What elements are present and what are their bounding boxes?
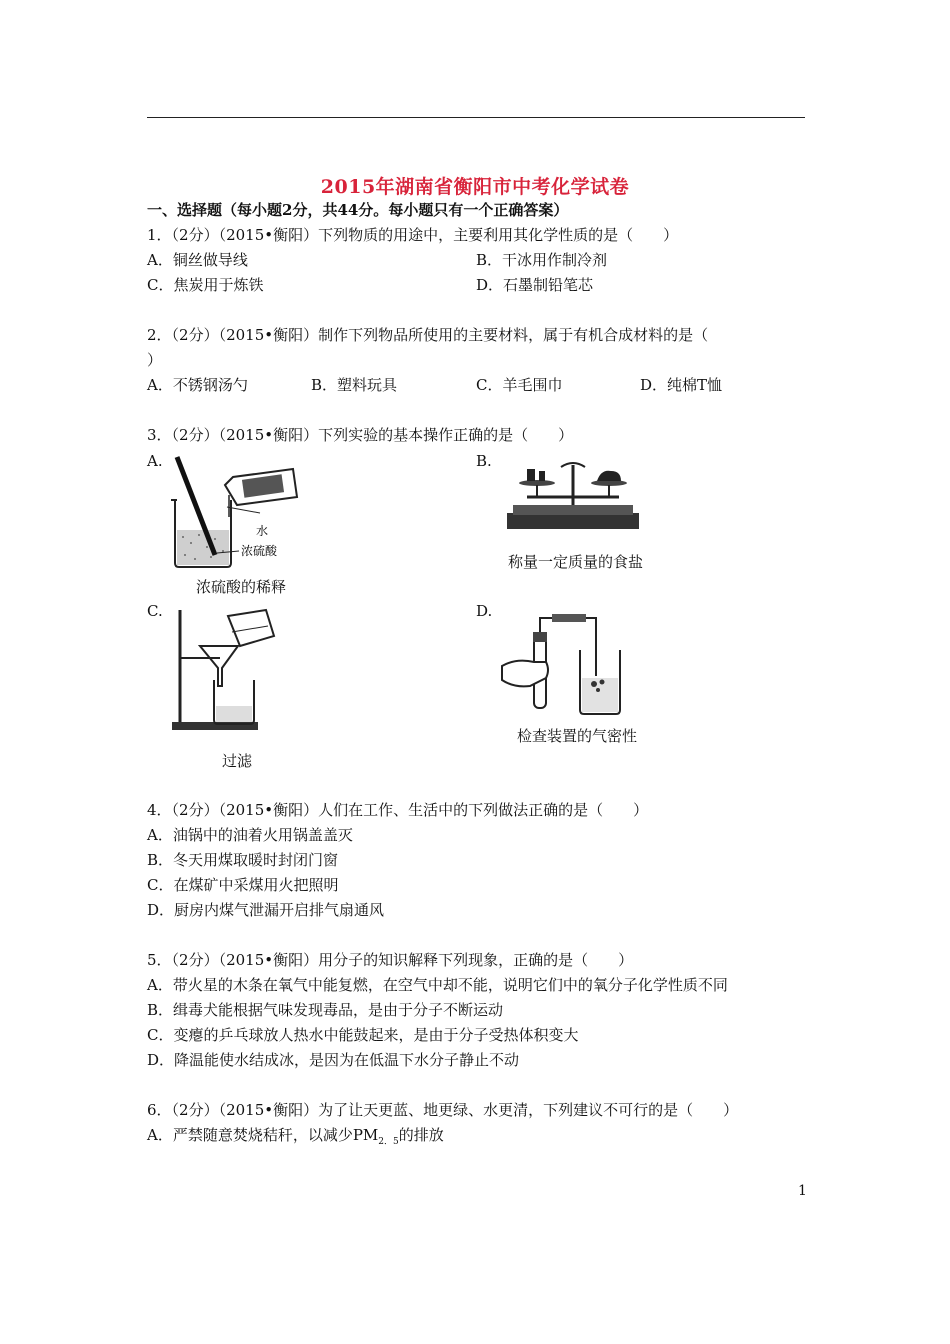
acid-label: 浓硫酸 <box>241 544 278 558</box>
q1-option-c: C．焦炭用于炼铁 <box>147 276 264 294</box>
section-heading: 一、选择题（每小题2分，共44分。每小题只有一个正确答案） <box>147 201 569 219</box>
q5-stem: 5．（2分）（2015•衡阳）用分子的知识解释下列现象，正确的是（ ） <box>147 951 634 969</box>
q6-option-a <box>147 1125 444 1152</box>
q3-option-c-label: C. <box>147 602 163 620</box>
page-number: 1 <box>798 1183 807 1199</box>
filtration-figure <box>168 606 278 734</box>
q6-stem: 6．（2分）（2015•衡阳）为了让天更蓝、地更绿、水更清，下列建议不可行的是（ ） <box>147 1101 739 1119</box>
airtightness-figure <box>500 606 640 718</box>
q5-option-a: A．带火星的木条在氧气中能复燃，在空气中却不能，说明它们中的氧分子化学性质不同 <box>147 976 728 994</box>
q3-option-d-label: D. <box>476 602 493 620</box>
balance-figure <box>503 455 643 533</box>
q5-option-d: D．降温能使水结成冰，是因为在低温下水分子静止不动 <box>147 1051 520 1069</box>
q4-stem: 4．（2分）（2015•衡阳）人们在工作、生活中的下列做法正确的是（ ） <box>147 801 649 819</box>
q6-option-a-text: A．严禁随意焚烧秸秆，以减少PM <box>147 1126 379 1144</box>
pm-subscript: 2．5 <box>378 1137 399 1147</box>
q3-option-a-label: A. <box>147 452 163 470</box>
q3-caption-a: 浓硫酸的稀释 <box>196 578 287 596</box>
q2-option-c: C．羊毛围巾 <box>476 376 563 394</box>
acid-dilution-figure <box>165 455 315 570</box>
page-title: 2015年湖南省衡阳市中考化学试卷 <box>320 176 630 198</box>
q1-option-a: A．铜丝做导线 <box>147 251 248 269</box>
q2-option-b: B．塑料玩具 <box>311 376 398 394</box>
header-rule <box>147 117 805 118</box>
q1-option-d: D．石墨制铅笔芯 <box>476 276 594 294</box>
q3-caption-b: 称量一定质量的食盐 <box>508 553 644 571</box>
q5-option-c: C．变瘪的乒乓球放人热水中能鼓起来，是由于分子受热体积变大 <box>147 1026 579 1044</box>
q4-option-c: C．在煤矿中采煤用火把照明 <box>147 876 339 894</box>
q1-option-b: B．干冰用作制冷剂 <box>476 251 608 269</box>
q6-option-a-tail: 的排放 <box>398 1126 444 1144</box>
q2-option-d: D．纯棉T恤 <box>640 376 723 394</box>
q4-option-b: B．冬天用煤取暖时封闭门窗 <box>147 851 339 869</box>
q2-option-a: A．不锈钢汤勺 <box>147 376 248 394</box>
q1-stem: 1．（2分）（2015•衡阳）下列物质的用途中，主要利用其化学性质的是（ ） <box>147 226 679 244</box>
q3-stem: 3．（2分）（2015•衡阳）下列实验的基本操作正确的是（ ） <box>147 426 574 444</box>
q2-stem-line2: ） <box>147 351 163 369</box>
q3-caption-c: 过滤 <box>222 752 253 770</box>
q3-option-b-label: B. <box>476 452 492 470</box>
q4-option-d: D．厨房内煤气泄漏开启排气扇通风 <box>147 901 385 919</box>
q4-option-a: A．油锅中的油着火用锅盖盖灭 <box>147 826 353 844</box>
q2-stem-line1: 2．（2分）（2015•衡阳）制作下列物品所使用的主要材料，属于有机合成材料的是（ <box>147 326 709 344</box>
water-label: 水 <box>256 524 269 538</box>
q5-option-b: B．缉毒犬能根据气味发现毒品，是由于分子不断运动 <box>147 1001 504 1019</box>
q3-caption-d: 检查装置的气密性 <box>517 727 638 745</box>
